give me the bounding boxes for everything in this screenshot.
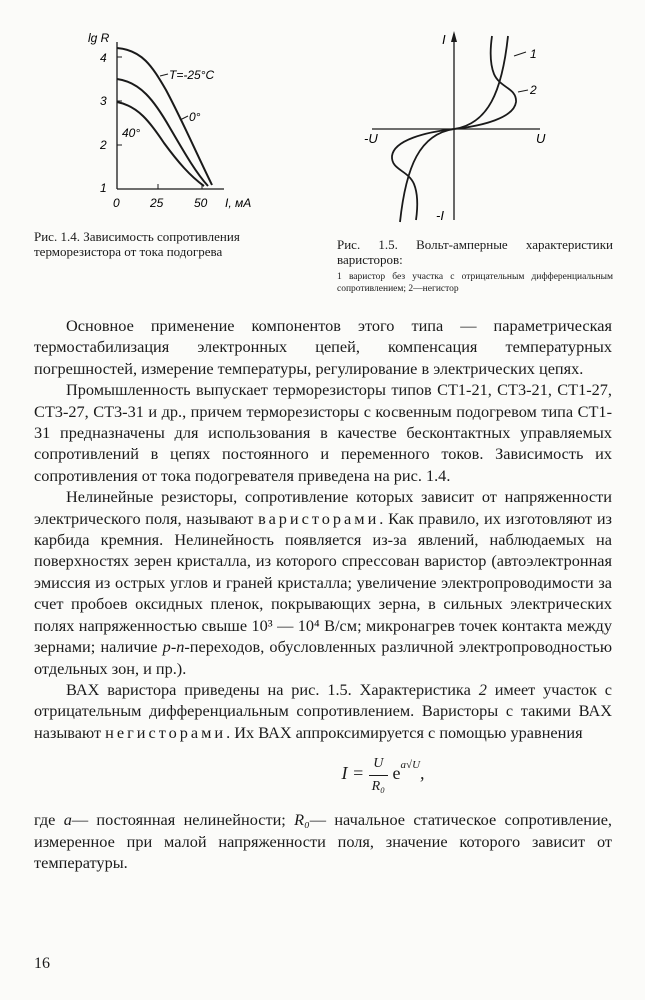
term-negistors: негисторами [105,722,227,742]
x-tick-50: 50 [194,196,208,210]
curve-label-40: 40° [122,126,141,140]
curve-label-minus-25: T=-25°C [169,68,215,82]
y-tick-1: 1 [100,181,107,195]
x-tick-0: 0 [113,196,120,210]
term-varistors: варисторами [258,508,380,528]
y-axis-label: lg R [88,31,110,45]
axis-label-minus-u: -U [364,131,378,146]
y-tick-3: 3 [100,94,107,108]
x-tick-25: 25 [150,196,164,210]
legend-1-text: варистор без участка с отрицательным дифференциальным сопротивлением; [337,272,613,294]
paragraph-5: где a— постоянная нелинейности; R₀— начальное статическое сопротивление, измеренное при малой напряженности поля, значение которого зависит от температуры. [34,810,613,872]
figure-1-5-caption-title: Рис. 1.5. Вольт-амперные характеристики варисторов: [337,237,613,267]
body-text [34,315,612,873]
y-tick-2: 2 [100,138,107,152]
page-number: 16 [34,955,50,972]
figure-1-5-legend: 1 варистор без участка с отрицательным дифференциальным сопротивлением; 2—негистор [337,272,613,294]
range-value: 10³ — 10⁴ [251,615,320,635]
paragraph-3: Нелинейные резисторы, сопротивление которых зависит от напряженности электрического поля, называют варисторами. Как правило, их изготовляют из карбида кремния. Нелинейность появляется из-за явлений, наблюдаемых на поверхностях зерен кристалла, из которого спрессован варистор (автоэлектронная эмиссия из острых углов и граней кристалла; увеличение электропроводимости за счет пробоев оксидных пленок, покрывающих зерна, в сильных электрических полях напряженностью свыше 10³ — 10⁴ В/см; микронагрев точек контакта между зернами; наличие p-n-переходов, обусловленных различной электропроводностью отдельных зон, и пр.). [34,487,612,678]
paragraph-4: ВАХ варистора приведены на рис. 1.5. Характеристика 2 имеет участок с отрицательным дифференциальным сопротивлением. Варисторы с такими ВАХ называют негисторами. Их ВАХ аппроксимируется с помощью уравнения [34,679,612,742]
figure-1-4-caption: Рис. 1.4. Зависимость сопротивления терморезистора от тока подогрева [34,229,240,259]
figure-1-4-chart [84,28,274,220]
formula: I = $\frac{U}{\text{R₀}}$ $e^{a√U}$, [154,753,612,797]
x-axis-label: I, мА [225,196,252,210]
figure-1-5-caption [337,237,613,295]
figure-1-5-chart [362,26,562,226]
curve-label-2: 2 [530,83,537,97]
axis-label-minus-i: -I [436,208,444,223]
axis-label-u: U [536,131,546,146]
axis-label-i: I [442,32,446,47]
curve-label-1: 1 [530,47,537,61]
y-tick-4: 4 [100,51,107,65]
paragraph-2: Промышленность выпускает терморезисторы типов СТ1-21, СТ3-21, СТ1-27, СТ3-27, СТ3-31 и др., причем терморезисторы с косвенным подогревом типа СТ1-31 предназначены для использования в качестве бесконтактных управляемых сопротивлений в цепях постоянного и переменного токов. Зависимость их сопротивления от тока подогревателя приведена на рис. 1.4. [34,380,612,485]
curve-label-0: 0° [189,110,201,124]
paragraph-1: Основное применение компонентов этого типа — параметрическая термостабилизация электронных цепей, компенсация температурных погрешностей, измерение температуры, регулирование в электрических цепях. [34,316,612,378]
legend-2-text: —негистор [413,284,459,294]
